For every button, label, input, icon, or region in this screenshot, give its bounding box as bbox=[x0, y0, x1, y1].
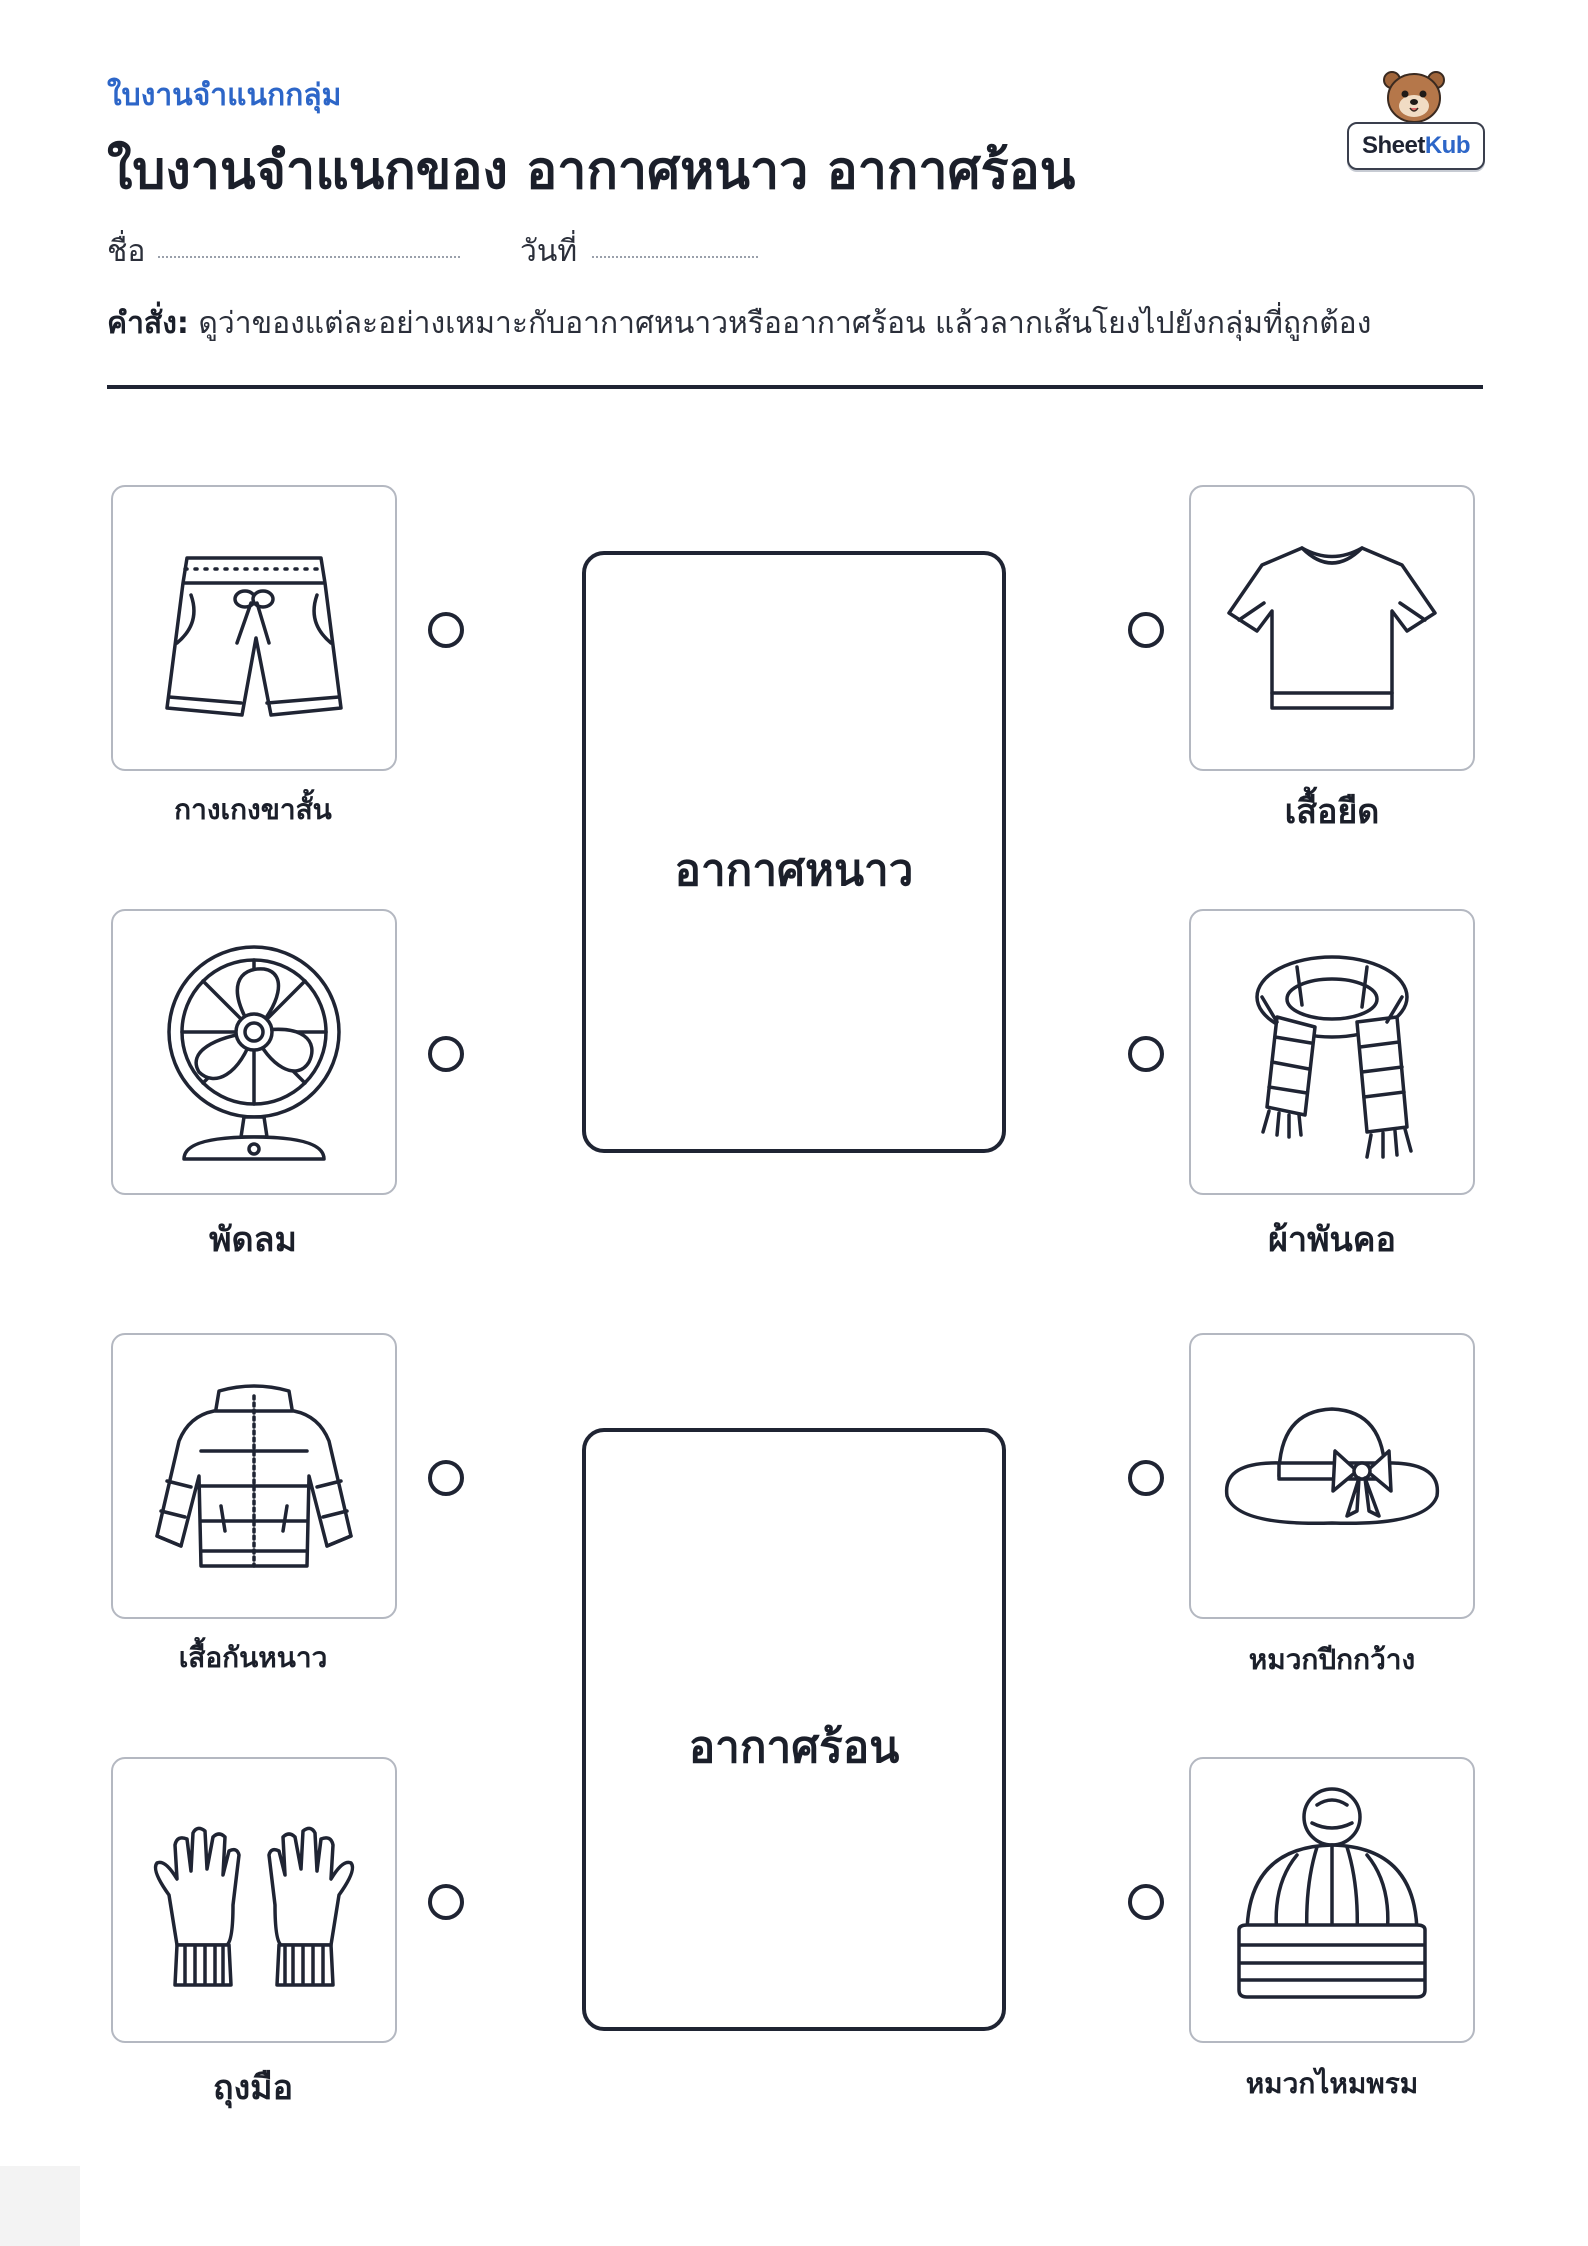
instruction-prefix: คำสั่ง: bbox=[107, 306, 189, 341]
item-card-sunhat[interactable] bbox=[1189, 1333, 1475, 1619]
item-label-beanie: หมวกไหมพรม bbox=[1245, 2067, 1419, 2100]
item-label-scarf: ผ้าพันคอ bbox=[1268, 1220, 1396, 1260]
item-card-fan[interactable] bbox=[111, 909, 397, 1195]
instruction-text: ดูว่าของแต่ละอย่างเหมาะกับอากาศหนาวหรืออากาศร้อน แล้วลากเส้นโยงไปยังกลุ่มที่ถูกต้อง bbox=[198, 306, 1372, 341]
puffer-jacket-icon bbox=[129, 1351, 379, 1601]
header-divider bbox=[107, 385, 1483, 389]
date-field[interactable] bbox=[592, 256, 758, 258]
group-hot-box[interactable] bbox=[582, 1428, 1006, 2031]
connector-dot-tshirt[interactable] bbox=[1128, 612, 1164, 648]
connector-dot-fan[interactable] bbox=[428, 1036, 464, 1072]
item-label-sunhat: หมวกปีกกว้าง bbox=[1248, 1643, 1416, 1676]
item-label-shorts: กางเกงขาสั้น bbox=[174, 793, 332, 826]
item-card-tshirt[interactable] bbox=[1189, 485, 1475, 771]
item-label-tshirt: เสื้อยืด bbox=[1284, 792, 1380, 832]
otter-mascot-icon bbox=[1379, 60, 1449, 130]
item-card-gloves[interactable] bbox=[111, 1757, 397, 2043]
name-field[interactable] bbox=[158, 256, 460, 258]
shorts-icon bbox=[129, 503, 379, 753]
group-cold-label: อากาศหนาว bbox=[674, 845, 914, 896]
logo-wordmark: Sheet Kub bbox=[1347, 122, 1485, 170]
connector-dot-beanie[interactable] bbox=[1128, 1884, 1164, 1920]
scarf-icon bbox=[1207, 927, 1457, 1177]
item-label-jacket: เสื้อกันหนาว bbox=[178, 1641, 328, 1674]
sheetkub-logo bbox=[1345, 60, 1485, 172]
tshirt-icon bbox=[1207, 503, 1457, 753]
name-label: ชื่อ bbox=[107, 234, 146, 269]
connector-dot-scarf[interactable] bbox=[1128, 1036, 1164, 1072]
item-card-scarf[interactable] bbox=[1189, 909, 1475, 1195]
group-hot-label: อากาศร้อน bbox=[688, 1722, 900, 1773]
item-label-gloves: ถุงมือ bbox=[212, 2068, 294, 2108]
date-label: วันที่ bbox=[520, 234, 578, 269]
fan-icon bbox=[129, 927, 379, 1177]
connector-dot-jacket[interactable] bbox=[428, 1460, 464, 1496]
page-corner bbox=[0, 2166, 80, 2246]
sun-hat-icon bbox=[1207, 1351, 1457, 1601]
item-card-shorts[interactable] bbox=[111, 485, 397, 771]
instruction bbox=[107, 300, 1371, 347]
beanie-icon bbox=[1207, 1775, 1457, 2025]
connector-dot-sunhat[interactable] bbox=[1128, 1460, 1164, 1496]
connector-dot-shorts[interactable] bbox=[428, 612, 464, 648]
item-card-beanie[interactable] bbox=[1189, 1757, 1475, 2043]
page-title: ใบงานจำแนกของ อากาศหนาว อากาศร้อน bbox=[107, 141, 1076, 201]
gloves-icon bbox=[129, 1775, 379, 2025]
group-cold-box[interactable] bbox=[582, 551, 1006, 1153]
item-card-jacket[interactable] bbox=[111, 1333, 397, 1619]
worksheet-category: ใบงานจำแนกกลุ่ม bbox=[107, 78, 342, 113]
item-label-fan: พัดลม bbox=[209, 1220, 297, 1260]
connector-dot-gloves[interactable] bbox=[428, 1884, 464, 1920]
